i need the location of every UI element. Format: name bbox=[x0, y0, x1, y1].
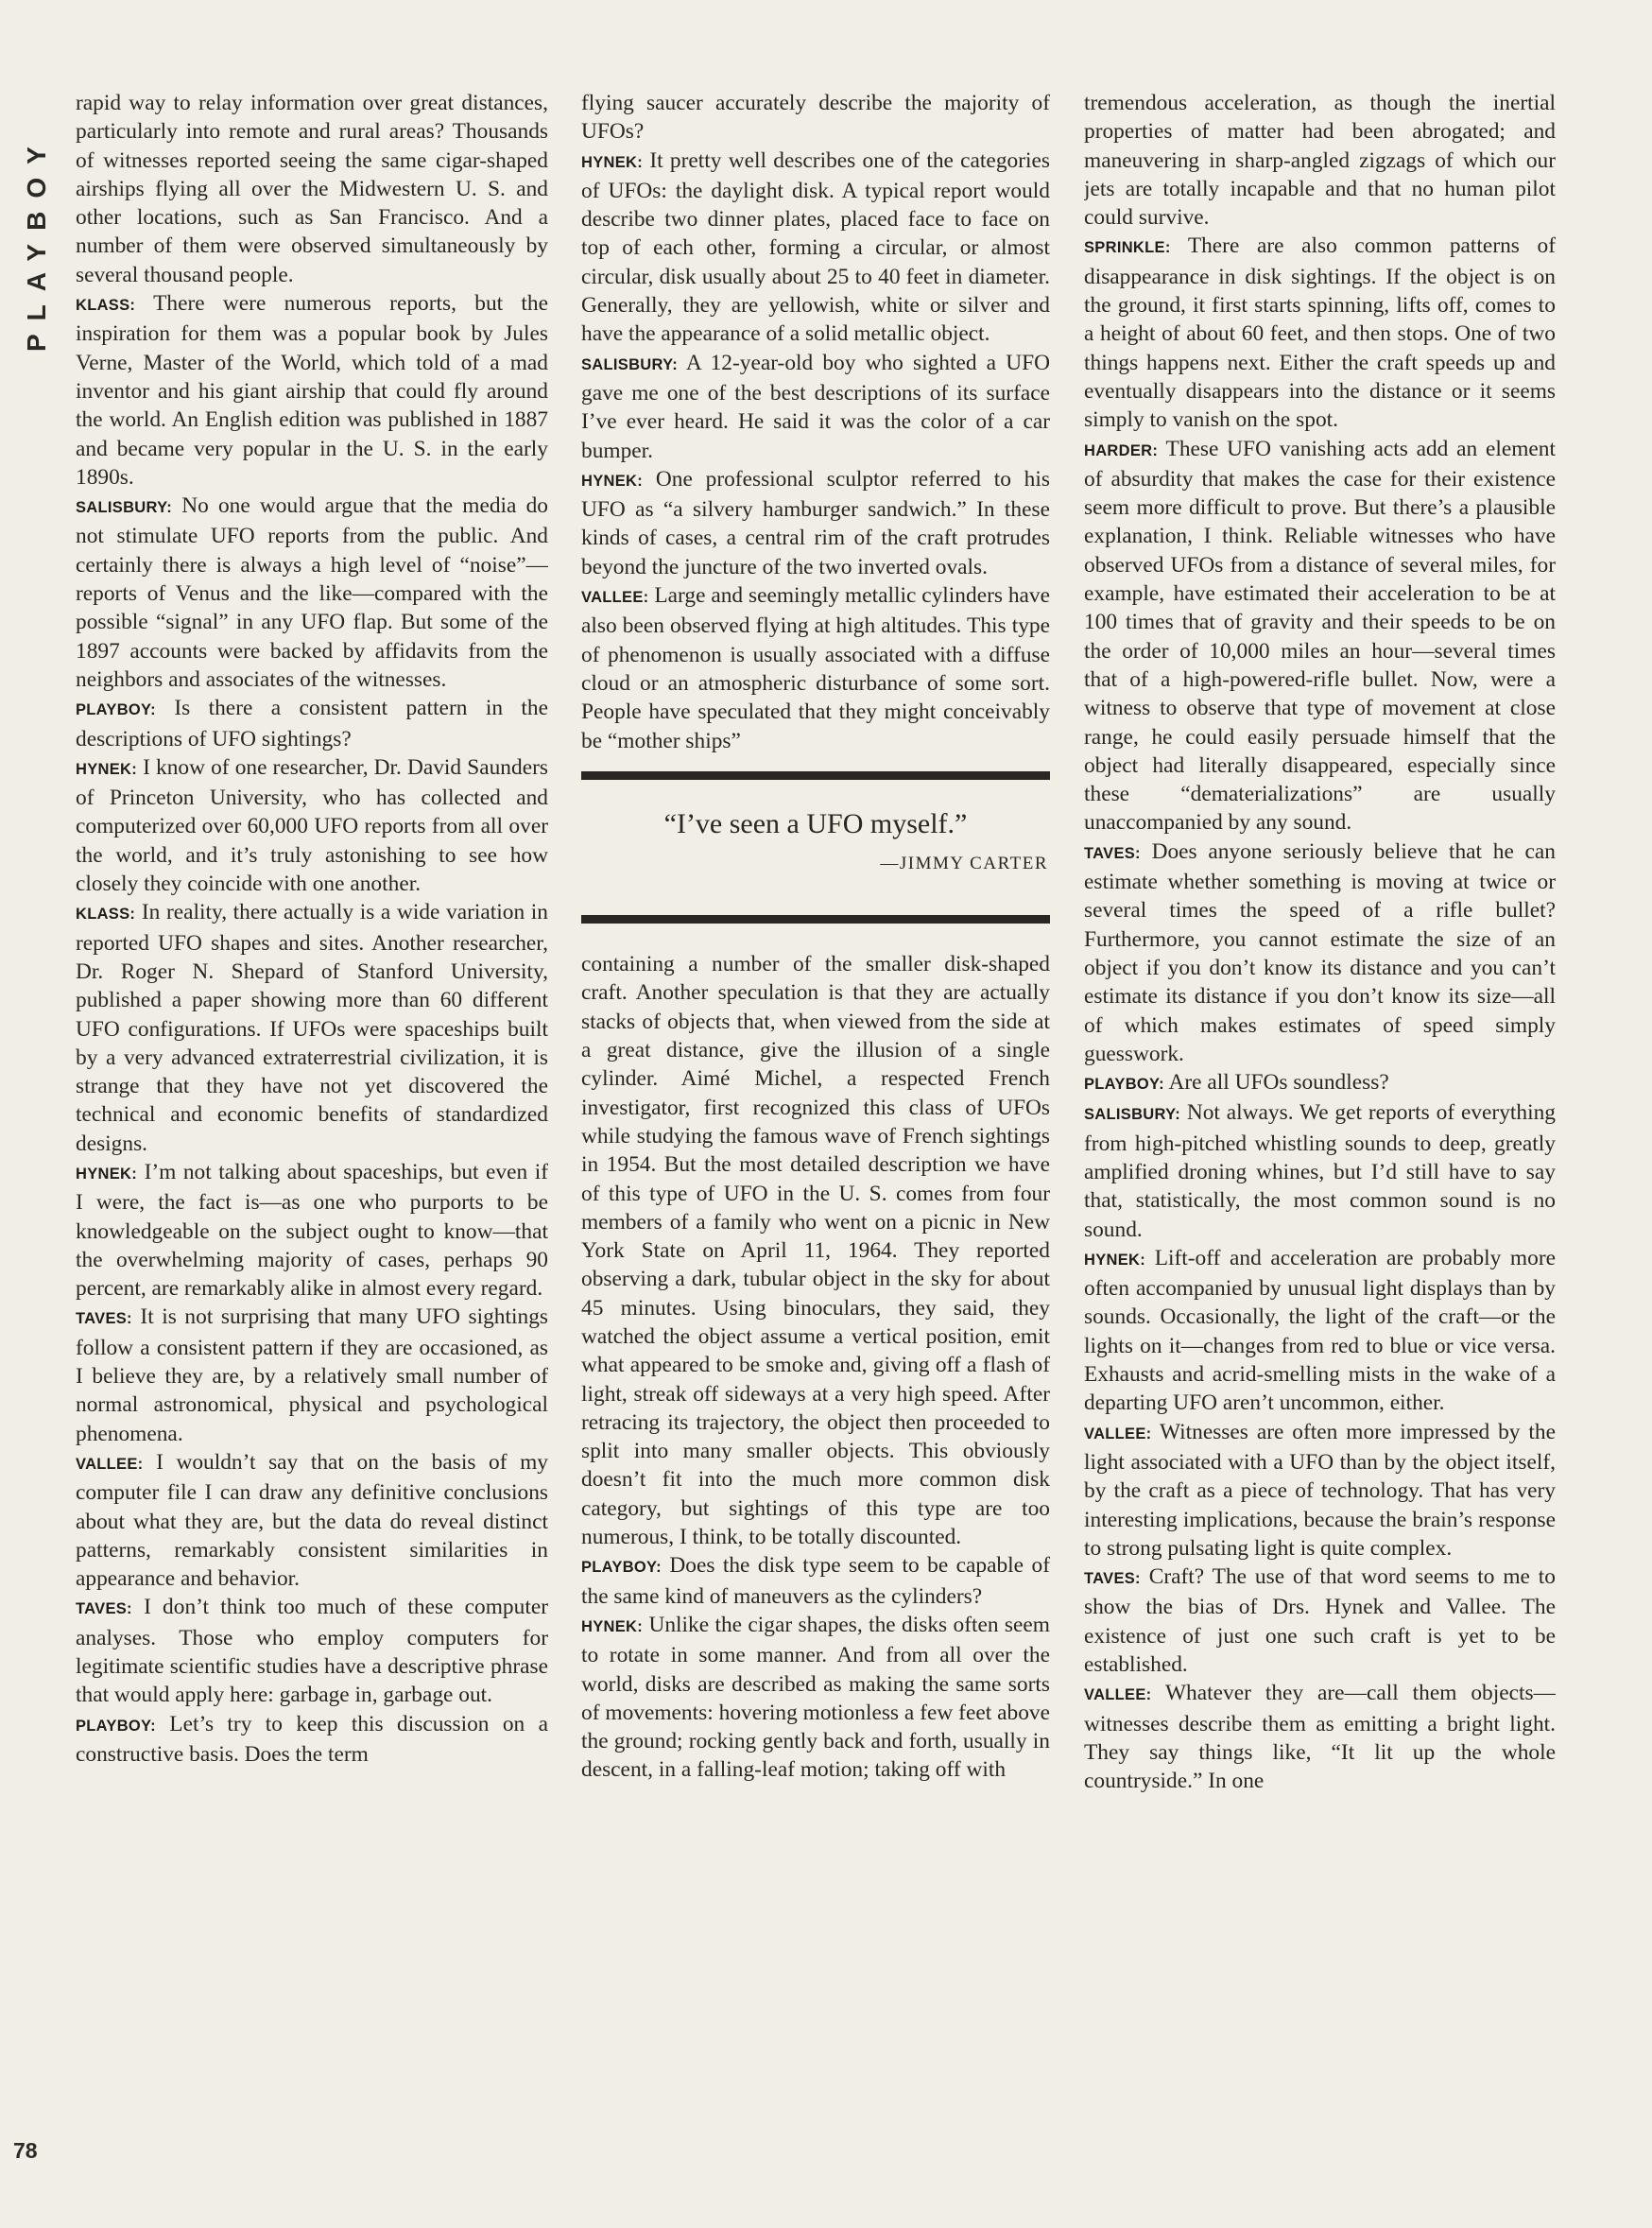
paragraph bbox=[76, 1710, 548, 1770]
paragraph-text: tremendous acceleration, as though the inertial properties of matter had been abrogated; and maneuvering in sharp-angled zigzags of which our jets are totally incapable and that no human pilot could survive. bbox=[1084, 91, 1556, 231]
paragraph-text: I don’t think too much of these computer analyses. Those who employ computers for legitimate scientific studies have a descriptive phrase that would apply here: garbage in, garbage out. bbox=[76, 1595, 548, 1708]
speaker-label: HARDER: bbox=[1084, 441, 1159, 459]
speaker-label: VALLEE: bbox=[581, 589, 649, 607]
paragraph-text: rapid way to relay information over great distances, particularly into remote and rural areas? Thousands of witnesses reported seeing the same cigar-shaped airships flying all over the Midwestern U. S. and other locations, such as San Francisco. And a number of them were observed simultaneously by several thousand people. bbox=[76, 91, 548, 287]
paragraph bbox=[1084, 1244, 1556, 1418]
pull-quote-bottom-rule bbox=[581, 915, 1050, 924]
speaker-label: SALISBURY: bbox=[581, 355, 678, 373]
paragraph-text: Unlike the cigar shapes, the disks often seem to rotate in some manner. And from all over the world, disks are described as making the same sorts of movements: hovering motionless a few feet above the ground; rocking gently back and forth, usually in descent, in a falling-leaf motion; taking off with bbox=[581, 1612, 1050, 1783]
speaker-label: TAVES: bbox=[1084, 844, 1141, 862]
paragraph bbox=[76, 753, 548, 898]
paragraph-text: It is not surprising that many UFO sightings follow a consistent pattern if they are occasioned, as I believe they are, by a relatively small number of normal astronomical, physical and psychological phenomena. bbox=[76, 1304, 548, 1446]
paragraph bbox=[76, 694, 548, 753]
speaker-label: TAVES: bbox=[76, 1600, 132, 1618]
speaker-label: HYNEK: bbox=[76, 1165, 138, 1183]
paragraph bbox=[76, 898, 548, 1158]
pull-quote bbox=[581, 780, 1050, 878]
speaker-label: SALISBURY: bbox=[1084, 1106, 1180, 1124]
paragraph bbox=[581, 1551, 1050, 1611]
paragraph-text: A 12-year-old boy who sighted a UFO gave me one of the best descriptions of its surface I’ve ever heard. He said it was the color of a car bumper. bbox=[581, 350, 1050, 463]
paragraph-continued bbox=[1084, 89, 1556, 232]
paragraph-text: I wouldn’t say that on the basis of my computer file I can draw any definitive conclusions about what they are, but the data do reveal distinct patterns, remarkably consistent similarities in appearance and behavior. bbox=[76, 1449, 548, 1592]
paragraph bbox=[581, 581, 1050, 755]
paragraph-text: Does anyone seriously believe that he can estimate whether something is moving at twice or several times the speed of a rifle bullet? Furthermore, you cannot estimate the size of an object if you don’t know its distance and you can’t estimate its distance if you don’t know its size—all of which makes estimates of speed simply guesswork. bbox=[1084, 838, 1556, 1066]
column-2-top bbox=[581, 89, 1050, 755]
speaker-label: KLASS: bbox=[76, 297, 136, 315]
paragraph bbox=[76, 1303, 548, 1447]
paragraph bbox=[76, 492, 548, 694]
paragraph-text: Let’s try to keep this discussion on a constructive basis. Does the term bbox=[76, 1711, 548, 1767]
column-2-bottom bbox=[581, 950, 1050, 1785]
paragraph-continued bbox=[581, 89, 1050, 147]
paragraph-text: Large and seemingly metallic cylinders have also been observed flying at high altitudes. This type of phenomenon is usually associated with a diffuse cloud or an atmospheric disturbance of some sort. People have speculated that they might conceivably be “mother ships” bbox=[581, 583, 1050, 753]
paragraph-text: It pretty well describes one of the categories of UFOs: the daylight disk. A typical report would describe two dinner plates, placed face to face on top of each other, forming a circular, or almost circular, disk usually about 25 to 40 feet in diameter. Generally, they are yellowish, white or silver and have the appearance of a solid metallic object. bbox=[581, 147, 1050, 347]
paragraph bbox=[1084, 1098, 1556, 1243]
paragraph-text: Craft? The use of that word seems to me to show the bias of Drs. Hynek and Vallee. The existence of just one such craft is yet to be established. bbox=[1084, 1564, 1556, 1678]
paragraph bbox=[76, 1448, 548, 1593]
column-2 bbox=[581, 89, 1050, 2173]
paragraph-text: Whatever they are—call them objects—witnesses describe them as emitting a bright light. They say things like, “It lit up the whole countryside.” In one bbox=[1084, 1681, 1556, 1794]
speaker-label: PLAYBOY: bbox=[76, 1717, 156, 1735]
paragraph bbox=[76, 1593, 548, 1709]
paragraph bbox=[581, 1611, 1050, 1785]
paragraph-text: There were numerous reports, but the inspiration for them was a popular book by Jules Verne, Master of the World, which told of a mad inventor and his giant airship that could fly around the world. An English edition was published in 1887 and became very popular in the U. S. in the early 1890s. bbox=[76, 291, 548, 490]
paragraph bbox=[581, 465, 1050, 581]
speaker-label: VALLEE: bbox=[1084, 1425, 1152, 1442]
speaker-label: PLAYBOY: bbox=[76, 701, 156, 719]
paragraph bbox=[581, 147, 1050, 349]
speaker-label: SALISBURY: bbox=[76, 499, 172, 517]
masthead-vertical bbox=[17, 95, 60, 359]
speaker-label: SPRINKLE: bbox=[1084, 239, 1171, 257]
speaker-label: HYNEK: bbox=[581, 1617, 644, 1635]
column-3 bbox=[1084, 89, 1556, 2173]
paragraph-text: There are also common patterns of disappearance in disk sightings. If the object is on the ground, it first starts spinning, lifts off, comes to a height of about 60 feet, and then stops. One of two things happens next. Either the craft speeds up and eventually disappears into the distance or it seems simply to vanish on the spot. bbox=[1084, 233, 1556, 433]
speaker-label: TAVES: bbox=[1084, 1570, 1141, 1588]
page-number: 78 bbox=[13, 2138, 38, 2163]
pull-quote-top-rule bbox=[581, 771, 1050, 780]
paragraph-text: One professional sculptor referred to his UFO as “a silvery hamburger sandwich.” In these kinds of cases, a central rim of the craft protrudes beyond the juncture of the two inverted ovals. bbox=[581, 466, 1050, 579]
paragraph-text: containing a number of the smaller disk-shaped craft. Another speculation is that they are actually stacks of objects that, when viewed from the side at a great distance, give the illusion of a single cylinder. Aimé Michel, a respected French investigator, first recognized this class of UFOs while studying the famous wave of French sightings in 1954. But the most detailed description we have of this type of UFO in the U. S. comes from four members of a family who went on a picnic in New York State on April 11, 1964. They reported observing a dark, tubular object in the sky for about 45 minutes. Using binoculars, they said, they watched the object assume a vertical position, emit what appeared to be smoke and, giving off a flash of light, streak off sideways at a very high speed. After retracing its trajectory, the object then proceeded to split into many smaller objects. This obviously doesn’t fit into the much more common disk category, but sightings of this type are too numerous, I think, to be totally discounted. bbox=[581, 952, 1050, 1550]
paragraph bbox=[581, 349, 1050, 465]
paragraph bbox=[1084, 232, 1556, 434]
paragraph-text: Not always. We get reports of everything from high-pitched whistling sounds to deep, greatly amplified droning whines, but I’d still have to say that, statistically, the most common sound is no sound. bbox=[1084, 1100, 1556, 1242]
paragraph bbox=[1084, 1679, 1556, 1795]
paragraph-text: flying saucer accurately describe the majority of UFOs? bbox=[581, 91, 1050, 145]
paragraph bbox=[76, 289, 548, 492]
paragraph bbox=[1084, 838, 1556, 1068]
paragraph-text: I’m not talking about spaceships, but even if I were, the fact is—as one who purports to be knowledgeable on the subject ought to know—that the overwhelming majority of cases, perhaps 90 percent, are remarkably alike in almost every regard. bbox=[76, 1159, 548, 1302]
paragraph-text: No one would argue that the media do not stimulate UFO reports from the public. And certainly there is always a high level of “noise”—reports of Venus and the like—compared with the possible “signal” in any UFO flap. But some of the 1897 accounts were backed by affidavits from the neighbors and associates of the witnesses. bbox=[76, 493, 548, 692]
speaker-label: TAVES: bbox=[76, 1310, 132, 1328]
paragraph-text: I know of one researcher, Dr. David Saunders of Princeton University, who has collected and computerized over 60,000 UFO reports from all over the world, and it’s truly astonishing to see how closely they coincide with one another. bbox=[76, 754, 548, 897]
speaker-label: HYNEK: bbox=[581, 472, 644, 490]
paragraph-text: Is there a consistent pattern in the descriptions of UFO sightings? bbox=[76, 696, 548, 751]
paragraph-text: Are all UFOs soundless? bbox=[1168, 1070, 1389, 1096]
masthead-text: PLAYBOY bbox=[22, 133, 51, 352]
speaker-label: KLASS: bbox=[76, 906, 136, 924]
pull-quote-attribution: —JIMMY CARTER bbox=[880, 853, 1048, 873]
paragraph bbox=[1084, 435, 1556, 838]
paragraph-text: Witnesses are often more impressed by the light associated with a UFO than by the object itself, by the craft as a piece of technology. That has very interesting implications, because the brain’s response to strong pulsating light is quite complex. bbox=[1084, 1419, 1556, 1561]
paragraph bbox=[1084, 1563, 1556, 1679]
paragraph-text: These UFO vanishing acts add an element of absurdity that makes the case for their existence seem more difficult to prove. But there’s a plausible explanation, I think. Reliable witnesses who have observed UFOs from a distance of several miles, for example, have estimated their acceleration to be at 100 times that of gravity and their speeds to be on the order of 10,000 miles an hour—several times that of a high-powered-rifle bullet. Now, were a witness to observe that type of movement at close range, he could easily persuade himself that the object had literally disappeared, especially since these “dematerializations” are usually unaccompanied by any sound. bbox=[1084, 436, 1556, 836]
paragraph-text: Lift-off and acceleration are probably more often accompanied by unusual light displays than by sounds. Occasionally, the light of the craft—or the lights on it—changes from red to blue or vice versa. Exhausts and acrid-smelling mists in the wake of a departing UFO aren’t uncommon, either. bbox=[1084, 1245, 1556, 1416]
speaker-label: HYNEK: bbox=[1084, 1251, 1146, 1269]
paragraph bbox=[76, 1158, 548, 1303]
paragraph bbox=[1084, 1068, 1556, 1098]
column-1 bbox=[76, 89, 548, 2173]
paragraph bbox=[1084, 1418, 1556, 1563]
paragraph-text: In reality, there actually is a wide variation in reported UFO shapes and sites. Another researcher, Dr. Roger N. Shepard of Stanford University, published a paper showing more than 60 different UFO configurations. If UFOs were spaceships built by a very advanced extraterrestrial civilization, it is strange that they have not yet discovered the technical and economic benefits of standardized designs. bbox=[76, 900, 548, 1156]
speaker-label: PLAYBOY: bbox=[581, 1559, 662, 1577]
speaker-label: VALLEE: bbox=[1084, 1686, 1152, 1704]
pull-quote-text: “I’ve seen a UFO myself.” bbox=[663, 807, 968, 839]
speaker-label: PLAYBOY: bbox=[1084, 1076, 1164, 1094]
speaker-label: HYNEK: bbox=[581, 153, 644, 171]
paragraph-continued bbox=[76, 89, 548, 289]
paragraph-text: Does the disk type seem to be capable of the same kind of maneuvers as the cylinders? bbox=[581, 1553, 1050, 1609]
speaker-label: VALLEE: bbox=[76, 1455, 144, 1473]
speaker-label: HYNEK: bbox=[76, 760, 138, 778]
paragraph-continued bbox=[581, 950, 1050, 1551]
